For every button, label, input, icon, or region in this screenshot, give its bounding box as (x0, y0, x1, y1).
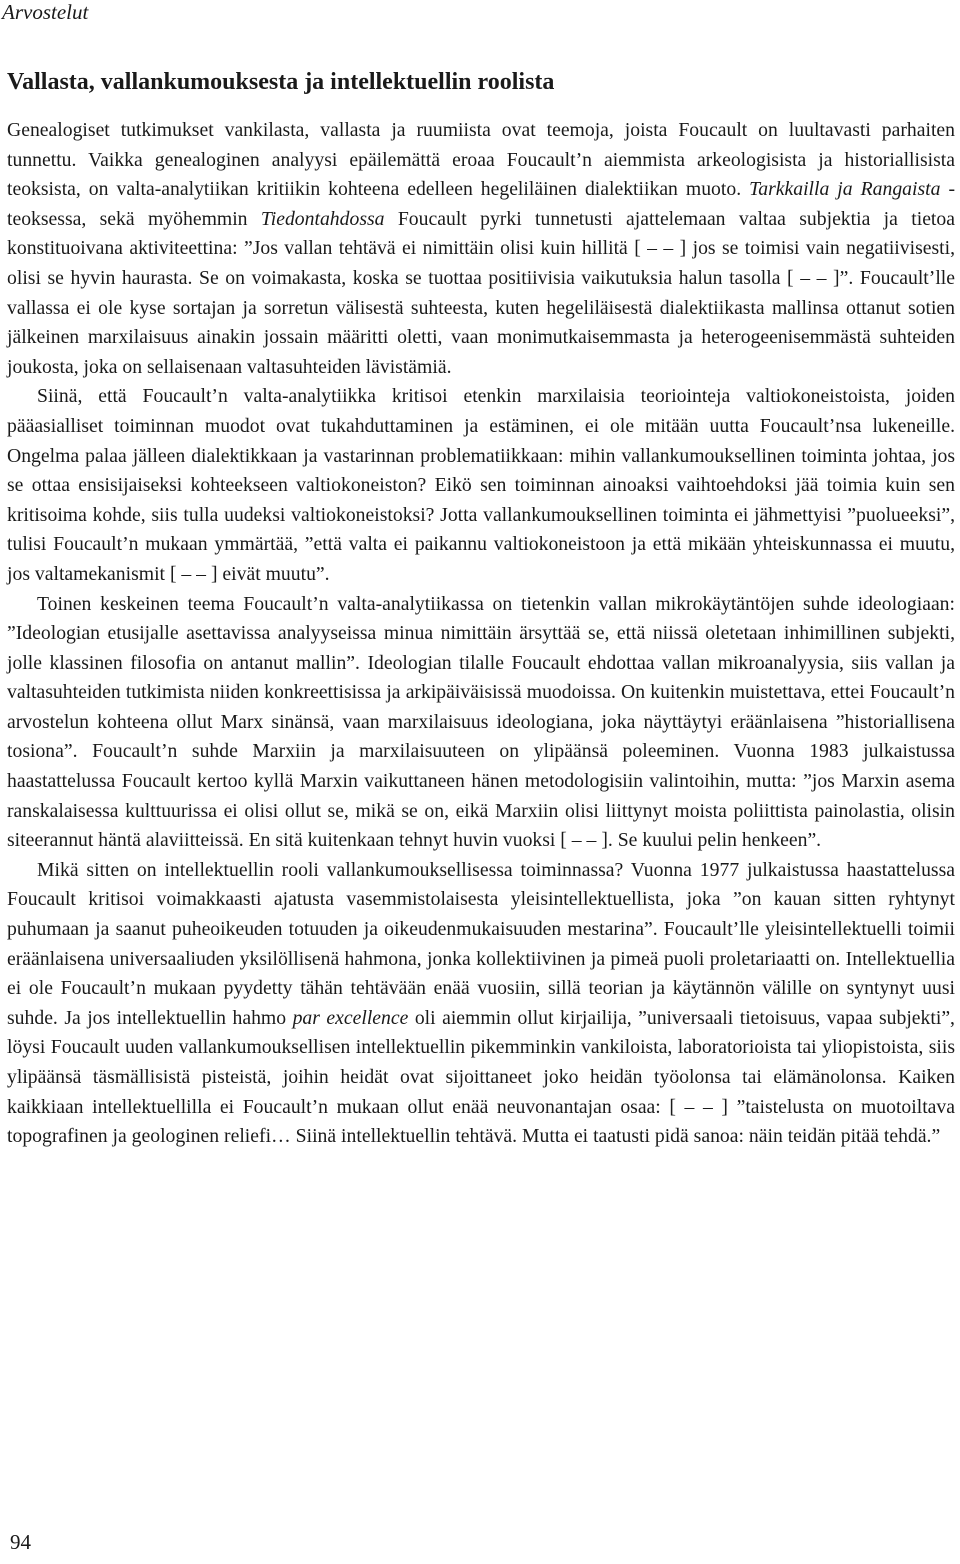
article-title: Vallasta, vallankumouksesta ja intellektuellin roolista (7, 69, 555, 95)
paragraph: Siinä, että Foucault’n valta-analytiikka kritisoi etenkin marxilaisia teoriointeja valtiokoneistoista, joiden pääasialliset toiminnan muodot ovat tukahduttaminen ja estäminen, ei ole mitään uutta Foucault’nsa lukeneille. Ongelma palaa jälleen dialektikkaan ja vastarinnan problematiikkaan: mihin vallankumouksellinen toiminta johtaa, jos se ottaa ensisijaiseksi kohteekseen valtiokoneiston? Eikö sen toiminnan ainoaksi vaihtoehdoksi jää toimia kuin sen kritisoima kohde, siis tulla uudeksi valtiokoneistoksi? Jotta vallankumouksellinen toiminta ei jähmettyisi ”puolueeksi”, tulisi Foucault’n mukaan ymmärtää, ”että valta ei paikannu valtiokoneistoon ja että mikään yhteiskunnassa ei muutu, jos valtamekanismit [ – – ] eivät muutu”. (7, 385, 955, 585)
paragraph: Genealogiset tutkimukset vankilasta, vallasta ja ruumiista ovat teemoja, joista Foucault on luultavasti parhaiten tunnettu. Vaikka genealoginen analyysi epäilemättä eroaa Foucault’n aiemmista arkeologisista ja historiallisista teoksista, on valta-analytiikan kritiikin kohteena edelleen hegeliläinen dialektiikan muoto. Tarkkailla ja Rangaista -teoksessa, sekä myöhemmin Tiedontahdossa Foucault pyrki tunnetusti ajattelemaan valtaa subjektia ja tietoa konstituoivana aktiviteettina: ”Jos vallan tehtävä ei nimittäin olisi kuin hillitä [ – – ] jos se toimisi vain negatiivisesti, olisi se hyvin haurasta. Se on voimakasta, koska se tuottaa positiivisia vaikutuksia halun tasolla [ – – ]”. Foucault’lle vallassa ei ole kyse sortajan ja sorretun välisestä suhteesta, kuten hegeliläisestä dialektiikasta mallinsa ottanut sotien jälkeinen marxilaisuus ainakin jossain määritti oletti, vaan monimutkaisemmasta ja heterogeenisemmästä suhteiden joukosta, joka on sellaisenaan valtasuhteiden lävistämiä. (7, 119, 956, 378)
italic-title: Tarkkailla ja Rangaista (749, 178, 941, 201)
italic-title: par excellence (292, 1006, 409, 1029)
article-body (7, 116, 955, 1152)
section-label: Arvostelut (2, 0, 89, 24)
paragraph: Mikä sitten on intellektuellin rooli vallankumouksellisessa toiminnassa? Vuonna 1977 julkaistussa haastattelussa Foucault kritisoi voimakkaasti ajatusta vasemmistolaisesta yleisintellektuellista, joka ”on kauan sitten ryhtynyt puhumaan ja saanut puheoikeuden totuuden ja oikeudenmukaisuuden mestarina”. Foucault’lle yleisintellektuelli toimii eräänlaisena universaaliuden yksilöllisenä hahmona, jonka kollektiivinen ja pimeä puoli proletariaatti on. Intellektuellia ei ole Foucault’n mukaan pyydetty tähän tehtävään enää vuosiin, sillä teorian ja käytännön välille on syntynyt uusi suhde. Ja jos intellektuellin hahmo par excellence oli aiemmin ollut kirjailija, ”universaali tietoisuus, vapaa subjekti”, löysi Foucault uuden vallankumouksellisen intellektuellin pikemminkin vankiloista, laboratorioista tai yliopistoista, siis ylipäänsä täsmällisistä pisteistä, joihin heidät ovat sijoittaneet joko heidän työolonsa tai elämänolonsa. Kaiken kaikkiaan intellektuellilla ei Foucault’n mukaan ollut enää neuvonantajan osaa: [ – – ] ”taistelusta on muotoiltava topografinen ja geologinen reliefi… Siinä intellektuellin tehtävä. Mutta ei taatusti pidä sanoa: näin teidän pitää tehdä.” (7, 858, 955, 1148)
page-number: 94 (10, 1530, 31, 1554)
paragraph: Toinen keskeinen teema Foucault’n valta-analytiikassa on tietenkin vallan mikrokäytäntöjen suhde ideologiaan: ”Ideologian etusijalle asettavissa analyyseissa minua nimittäin ärsyttää se, että niissä oletetaan inhimillinen subjekti, jolle klassinen filosofia on antanut mallin”. Ideologian tilalle Foucault ehdottaa vallan mikroanalyysia, siis vallan ja valtasuhteiden tutkimista niiden konkreettisissa ja arkipäiväisissä muodoissa. On kuitenkin muistettava, ettei Foucault’n arvostelun kohteena ollut Marx sinänsä, vaan marxilaisuus ideologiana, joka näyttäytyi eräänlaisena ”historiallisena tosiona”. Foucault’n suhde Marxiin ja marxilaisuuteen on ylipäänsä poleeminen. Vuonna 1983 julkaistussa haastattelussa Foucault kertoo kyllä Marxin vaikuttaneen hänen metodologisiin valintoihin, mutta: ”jos Marxin asema ranskalaisessa kulttuurissa ei olisi ollut se, mikä se on, eikä Marxiin olisi liittynyt moista poliittista painolastia, olisin siteerannut häntä alaviitteissä. En sitä kuitenkaan tehnyt huvin vuoksi [ – – ]. Se kuului pelin henkeen”. (7, 592, 955, 852)
italic-title: Tiedontahdossa (260, 207, 385, 230)
